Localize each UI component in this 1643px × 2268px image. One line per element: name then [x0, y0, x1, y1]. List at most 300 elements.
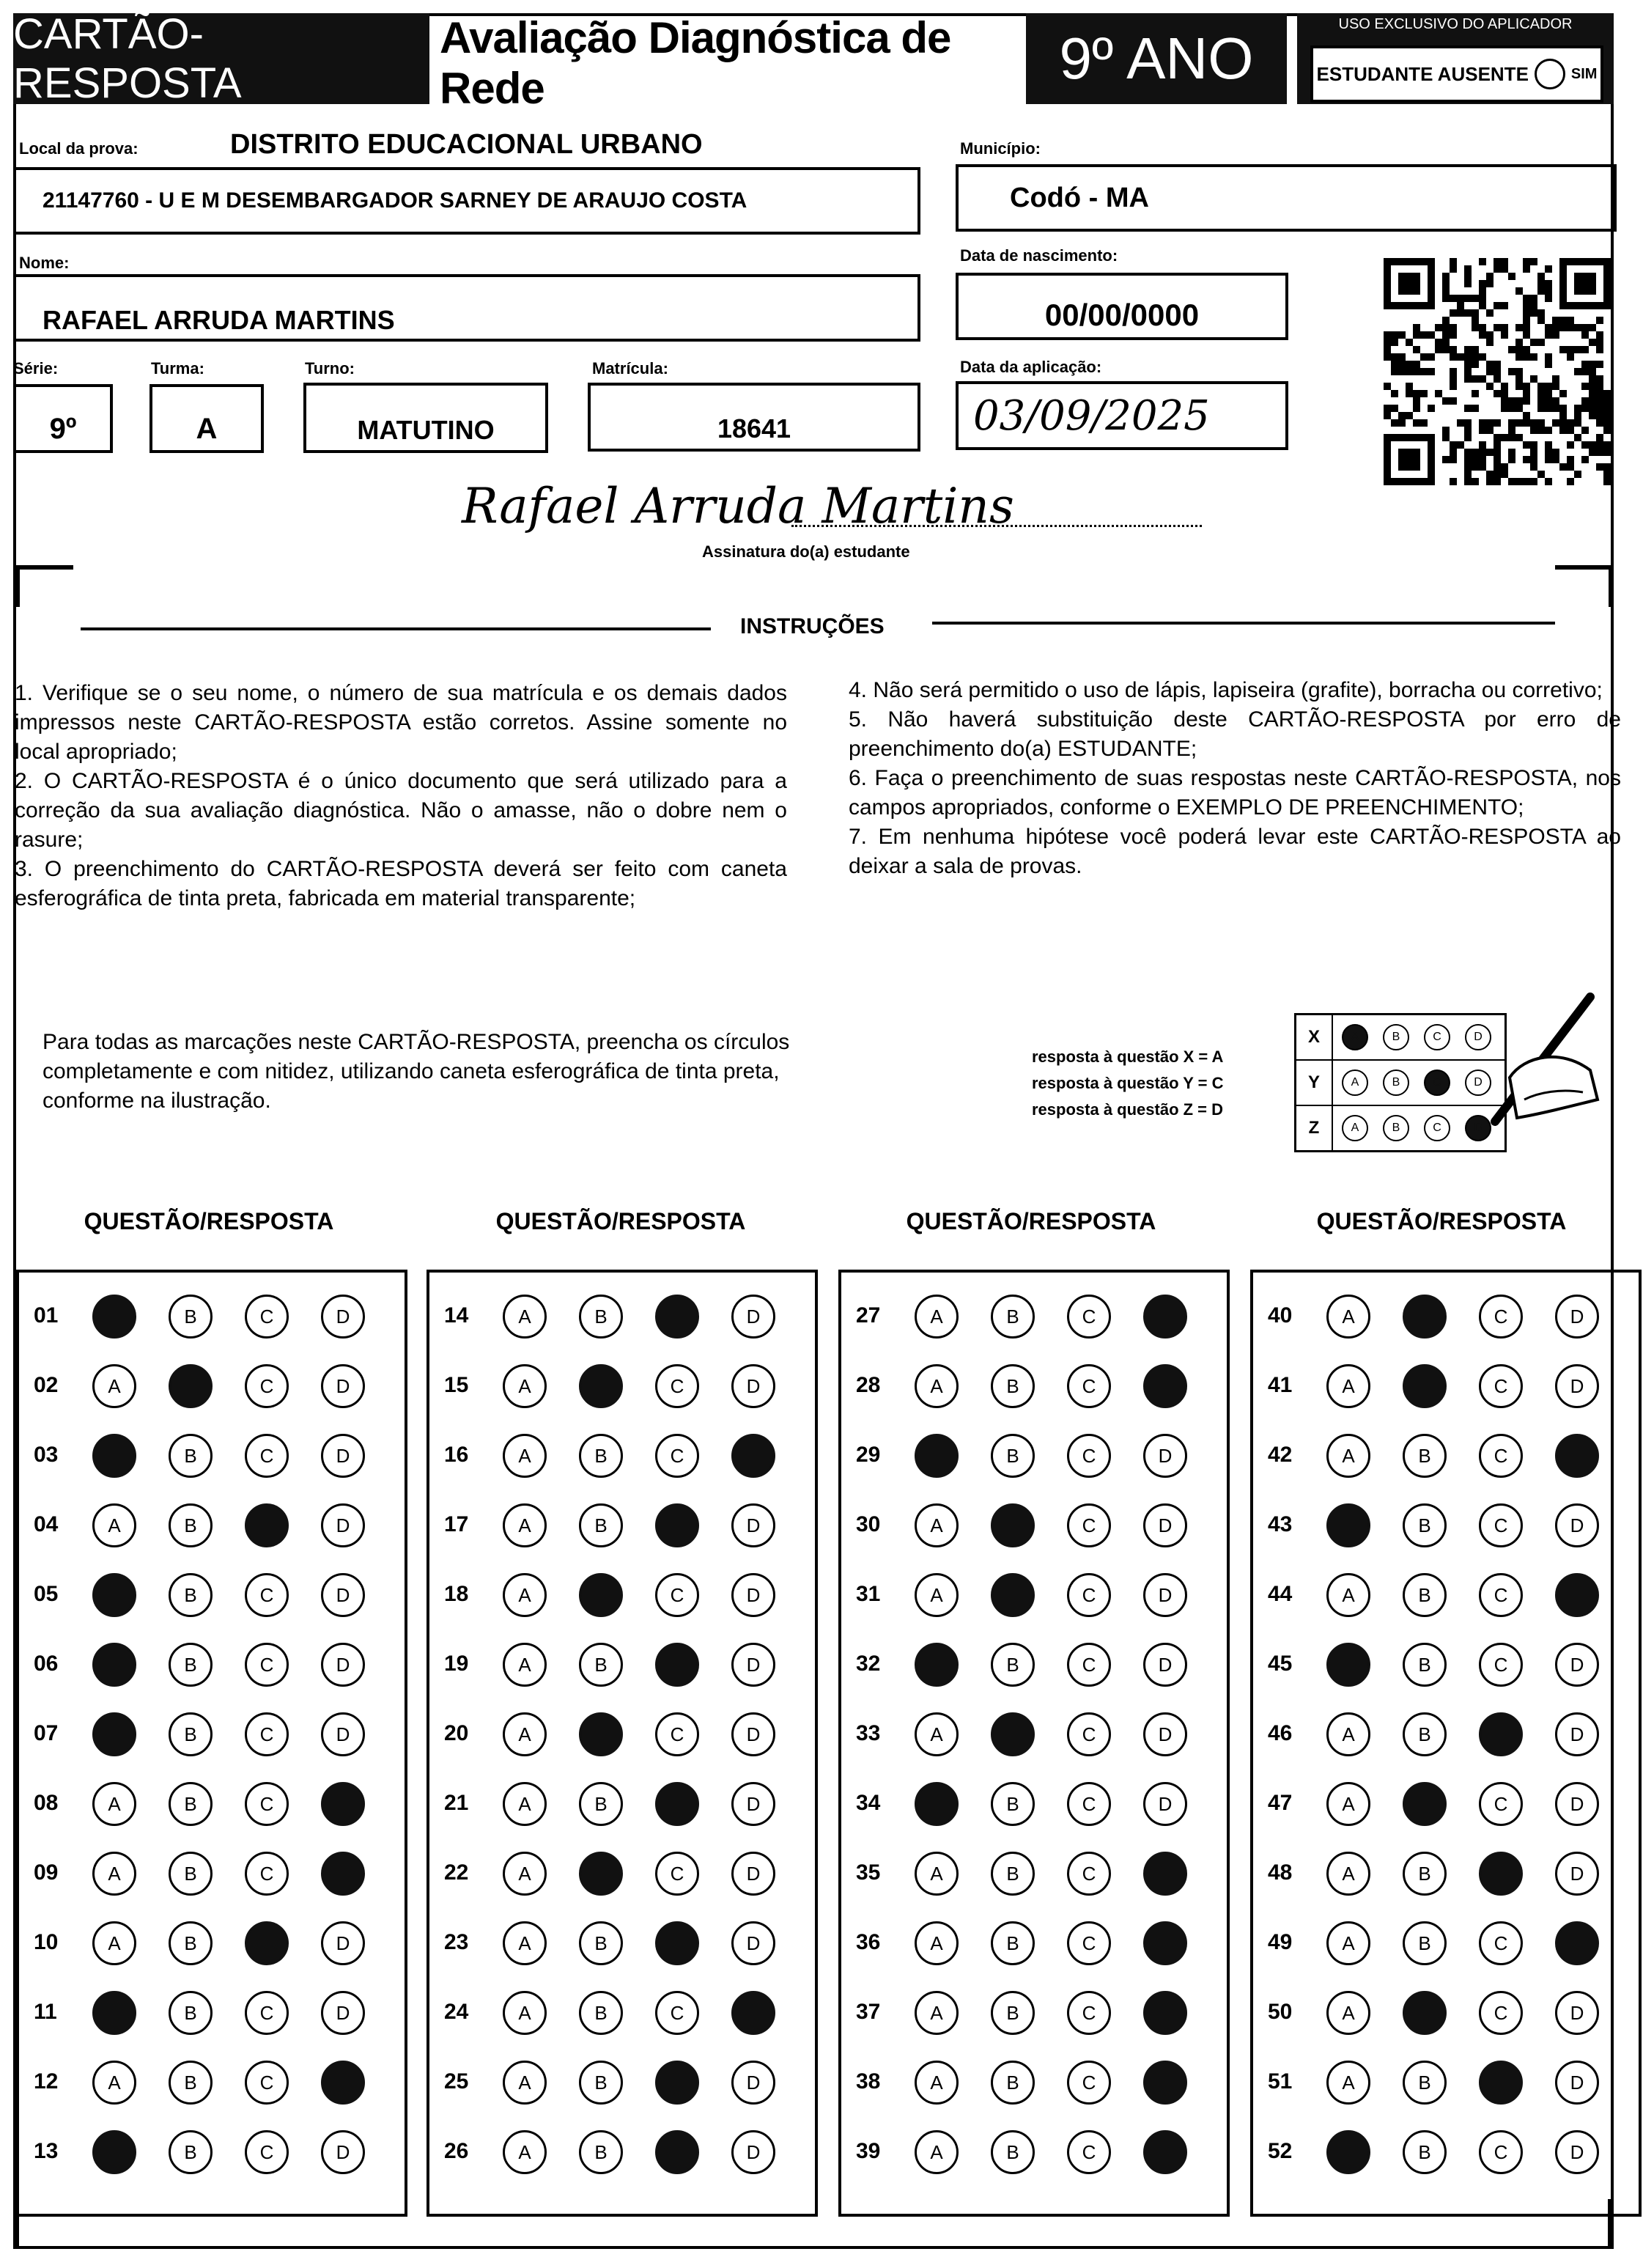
instruction-2: 2. O CARTÃO-RESPOSTA é o único documento que será utilizado para a correção da sua avaliação diagnóstica. Não o amasse, não o dobre nem o rasure; — [15, 769, 787, 852]
option-bubble-b[interactable] — [579, 2061, 623, 2105]
serie-value: 9º — [49, 413, 77, 445]
example-bubble-d: D — [1465, 1115, 1491, 1141]
option-bubble-a[interactable] — [92, 1712, 136, 1756]
option-bubble-b[interactable] — [991, 1712, 1035, 1756]
option-bubble-a[interactable] — [503, 1573, 547, 1617]
option-bubble-b[interactable] — [579, 1921, 623, 1965]
answer-row — [841, 1287, 1227, 1346]
option-label: C — [259, 2140, 274, 2163]
option-bubble-a[interactable] — [1326, 1364, 1370, 1408]
option-bubble-b[interactable] — [169, 1364, 213, 1408]
option-bubble-d[interactable] — [1143, 2130, 1187, 2174]
option-bubble-b[interactable] — [579, 1295, 623, 1339]
answer-row — [841, 1357, 1227, 1415]
option-bubble-a[interactable] — [503, 1991, 547, 2035]
bottom-mark-left — [13, 2199, 19, 2249]
option-bubble-b[interactable] — [169, 1643, 213, 1687]
option-label: C — [1082, 1932, 1096, 1954]
option-bubble-b[interactable] — [169, 2061, 213, 2105]
question-number: 48 — [1268, 1860, 1293, 1885]
option-label: B — [1418, 1862, 1431, 1885]
option-bubble-d[interactable] — [321, 2061, 365, 2105]
option-bubble-b[interactable] — [991, 1503, 1035, 1547]
option-label: D — [746, 1862, 761, 1885]
option-bubble-c[interactable] — [1479, 1921, 1523, 1965]
question-number: 40 — [1268, 1303, 1293, 1328]
option-bubble-d[interactable] — [321, 1643, 365, 1687]
answer-row — [429, 1566, 815, 1624]
option-bubble-d[interactable] — [1143, 1573, 1187, 1617]
option-bubble-a[interactable] — [915, 2130, 959, 2174]
instruction-7: 7. Em nenhuma hipótese você poderá levar este CARTÃO-RESPOSTA ao deixar a sala de provas. — [849, 825, 1621, 878]
option-bubble-c[interactable] — [1067, 1364, 1111, 1408]
option-bubble-c[interactable] — [245, 1503, 289, 1547]
option-bubble-c[interactable] — [655, 1852, 699, 1896]
option-bubble-a[interactable] — [1326, 1712, 1370, 1756]
option-bubble-b[interactable] — [991, 1852, 1035, 1896]
option-label: D — [1570, 1305, 1584, 1328]
option-bubble-b[interactable] — [579, 1991, 623, 2035]
question-number: 09 — [34, 1860, 59, 1885]
option-label: D — [746, 1374, 761, 1397]
option-bubble-c[interactable] — [245, 2130, 289, 2174]
option-bubble-d[interactable] — [321, 1434, 365, 1478]
option-bubble-c[interactable] — [1479, 1712, 1523, 1756]
answer-row — [429, 1287, 815, 1346]
nome-value: RAFAEL ARRUDA MARTINS — [43, 305, 395, 335]
nascimento-field — [956, 273, 1288, 340]
option-bubble-d[interactable] — [321, 1712, 365, 1756]
option-label: A — [518, 1723, 531, 1745]
option-bubble-c[interactable] — [655, 1782, 699, 1826]
option-bubble-c[interactable] — [245, 1573, 289, 1617]
option-bubble-c[interactable] — [655, 2061, 699, 2105]
option-bubble-d[interactable] — [731, 1573, 775, 1617]
absent-label: ESTUDANTE AUSENTE — [1316, 62, 1529, 85]
option-bubble-a[interactable] — [1326, 1573, 1370, 1617]
option-bubble-d[interactable] — [1555, 1573, 1599, 1617]
option-label: B — [594, 1514, 608, 1536]
option-bubble-a[interactable] — [915, 1295, 959, 1339]
option-bubble-a[interactable] — [915, 1434, 959, 1478]
option-label: C — [259, 2001, 274, 2024]
option-bubble-b[interactable] — [169, 1503, 213, 1547]
option-bubble-d[interactable] — [1143, 1643, 1187, 1687]
option-bubble-c[interactable] — [655, 1573, 699, 1617]
option-bubble-b[interactable] — [579, 1573, 623, 1617]
answer-row — [19, 2053, 405, 2112]
option-label: C — [1082, 2140, 1096, 2163]
option-bubble-b[interactable] — [579, 1503, 623, 1547]
option-label: B — [1006, 1444, 1019, 1467]
option-bubble-b[interactable] — [169, 1295, 213, 1339]
option-bubble-a[interactable] — [92, 1852, 136, 1896]
option-bubble-a[interactable] — [92, 1364, 136, 1408]
option-bubble-a[interactable] — [1326, 1503, 1370, 1547]
question-number: 28 — [856, 1373, 881, 1397]
matricula-field — [588, 383, 920, 452]
option-label: A — [930, 1305, 943, 1328]
option-bubble-c[interactable] — [1067, 1503, 1111, 1547]
option-bubble-d[interactable] — [321, 1364, 365, 1408]
option-bubble-c[interactable] — [245, 1364, 289, 1408]
option-bubble-c[interactable] — [1067, 1434, 1111, 1478]
hand-pen-icon — [1480, 990, 1605, 1129]
answers-header-1: QUESTÃO/RESPOSTA — [84, 1208, 334, 1234]
option-bubble-c[interactable] — [655, 1434, 699, 1478]
option-bubble-d[interactable] — [321, 1503, 365, 1547]
option-bubble-d[interactable] — [1555, 1434, 1599, 1478]
question-number: 10 — [34, 1930, 59, 1954]
option-bubble-c[interactable] — [245, 1712, 289, 1756]
option-bubble-c[interactable] — [1479, 1364, 1523, 1408]
option-bubble-a[interactable] — [503, 2061, 547, 2105]
option-bubble-a[interactable] — [1326, 2061, 1370, 2105]
option-bubble-d[interactable] — [731, 1643, 775, 1687]
example-bubble-c: C — [1424, 1069, 1450, 1096]
option-bubble-d[interactable] — [1143, 1852, 1187, 1896]
option-bubble-d[interactable] — [1555, 1712, 1599, 1756]
option-label: C — [1082, 1723, 1096, 1745]
option-bubble-a[interactable] — [92, 1503, 136, 1547]
option-bubble-d[interactable] — [731, 2130, 775, 2174]
option-bubble-d[interactable] — [731, 1295, 775, 1339]
option-label: C — [1082, 1653, 1096, 1676]
option-bubble-d[interactable] — [1143, 1991, 1187, 2035]
option-bubble-d[interactable] — [1143, 1782, 1187, 1826]
option-label: C — [259, 1723, 274, 1745]
option-bubble-d[interactable] — [1555, 1991, 1599, 2035]
option-bubble-c[interactable] — [245, 1434, 289, 1478]
option-bubble-a[interactable] — [503, 1364, 547, 1408]
option-label: C — [1494, 1932, 1508, 1954]
option-bubble-c[interactable] — [245, 1921, 289, 1965]
option-bubble-a[interactable] — [92, 1295, 136, 1339]
option-label: A — [1342, 2001, 1355, 2024]
option-label: A — [108, 1862, 121, 1885]
option-bubble-b[interactable] — [991, 1364, 1035, 1408]
option-bubble-a[interactable] — [915, 1573, 959, 1617]
option-bubble-c[interactable] — [245, 1643, 289, 1687]
option-bubble-c[interactable] — [245, 2061, 289, 2105]
option-bubble-b[interactable] — [579, 1643, 623, 1687]
option-bubble-a[interactable] — [503, 1921, 547, 1965]
exam-title: Avaliação Diagnóstica de Rede — [440, 13, 951, 113]
option-bubble-c[interactable] — [245, 1295, 289, 1339]
option-bubble-b[interactable] — [991, 2061, 1035, 2105]
instruction-1: 1. Verifique se o seu nome, o número de sua matrícula e os demais dados impressos neste CARTÃO-RESPOSTA estão corretos. Assine somente no local apropriado; — [15, 681, 787, 764]
nome-field — [13, 274, 920, 342]
answer-panel-3 — [838, 1270, 1230, 2217]
option-bubble-d[interactable] — [1555, 1295, 1599, 1339]
option-bubble-c[interactable] — [245, 1782, 289, 1826]
option-bubble-d[interactable] — [1143, 1364, 1187, 1408]
option-label: A — [1342, 1862, 1355, 1885]
option-label: D — [1570, 1653, 1584, 1676]
option-bubble-c[interactable] — [1067, 2061, 1111, 2105]
option-bubble-b[interactable] — [991, 1643, 1035, 1687]
option-bubble-a[interactable] — [1326, 1643, 1370, 1687]
option-bubble-c[interactable] — [1479, 1434, 1523, 1478]
option-bubble-d[interactable] — [1143, 1295, 1187, 1339]
option-label: B — [184, 2001, 197, 2024]
option-bubble-b[interactable] — [1403, 1643, 1447, 1687]
option-bubble-c[interactable] — [1479, 1852, 1523, 1896]
option-bubble-c[interactable] — [1479, 1643, 1523, 1687]
option-bubble-d[interactable] — [1143, 2061, 1187, 2105]
option-bubble-a[interactable] — [915, 2061, 959, 2105]
option-bubble-b[interactable] — [1403, 1852, 1447, 1896]
option-bubble-a[interactable] — [1326, 1295, 1370, 1339]
option-bubble-d[interactable] — [321, 1782, 365, 1826]
option-bubble-d[interactable] — [1555, 1503, 1599, 1547]
answer-row — [429, 1984, 815, 2042]
option-bubble-c[interactable] — [1479, 1991, 1523, 2035]
option-bubble-a[interactable] — [92, 1573, 136, 1617]
option-bubble-a[interactable] — [915, 1712, 959, 1756]
option-bubble-a[interactable] — [915, 1852, 959, 1896]
option-label: D — [1158, 1583, 1173, 1606]
question-number: 04 — [34, 1512, 59, 1536]
question-number: 36 — [856, 1930, 881, 1954]
option-bubble-b[interactable] — [169, 1782, 213, 1826]
option-label: A — [930, 1583, 943, 1606]
option-bubble-b[interactable] — [579, 1852, 623, 1896]
option-bubble-d[interactable] — [321, 2130, 365, 2174]
option-bubble-c[interactable] — [655, 1712, 699, 1756]
option-bubble-a[interactable] — [92, 2130, 136, 2174]
answer-row — [429, 1914, 815, 1973]
option-bubble-d[interactable] — [321, 1573, 365, 1617]
question-number: 17 — [444, 1512, 469, 1536]
option-bubble-c[interactable] — [655, 1364, 699, 1408]
option-bubble-a[interactable] — [92, 1921, 136, 1965]
turno-field — [303, 383, 548, 453]
example-bubble-a: A — [1342, 1115, 1368, 1141]
option-bubble-c[interactable] — [655, 1921, 699, 1965]
option-bubble-c[interactable] — [1067, 1991, 1111, 2035]
option-bubble-b[interactable] — [579, 1434, 623, 1478]
option-bubble-c[interactable] — [1479, 1573, 1523, 1617]
option-bubble-a[interactable] — [503, 1503, 547, 1547]
option-bubble-a[interactable] — [92, 2061, 136, 2105]
option-bubble-b[interactable] — [1403, 1921, 1447, 1965]
answer-row — [19, 1705, 405, 1764]
option-bubble-c[interactable] — [655, 1991, 699, 2035]
option-bubble-d[interactable] — [731, 1921, 775, 1965]
option-bubble-b[interactable] — [991, 2130, 1035, 2174]
example-bubble-d: D — [1465, 1069, 1491, 1096]
option-bubble-c[interactable] — [245, 1852, 289, 1896]
option-bubble-c[interactable] — [1479, 2061, 1523, 2105]
option-bubble-a[interactable] — [503, 2130, 547, 2174]
option-bubble-b[interactable] — [1403, 1782, 1447, 1826]
question-number: 44 — [1268, 1582, 1293, 1606]
option-bubble-a[interactable] — [503, 1295, 547, 1339]
option-bubble-a[interactable] — [915, 1921, 959, 1965]
option-bubble-a[interactable] — [1326, 1991, 1370, 2035]
option-bubble-b[interactable] — [991, 1991, 1035, 2035]
option-bubble-d[interactable] — [731, 1991, 775, 2035]
option-label: D — [1570, 1514, 1584, 1536]
fill-note: Para todas as marcações neste CARTÃO-RESPOSTA, preencha os círculos completamente e com nitidez, utilizando caneta esferográfica de tinta preta, conforme na ilustração. — [43, 1030, 790, 1113]
option-bubble-c[interactable] — [1067, 1782, 1111, 1826]
option-bubble-b[interactable] — [991, 1295, 1035, 1339]
option-label: A — [1342, 1374, 1355, 1397]
option-bubble-d[interactable] — [1555, 1364, 1599, 1408]
option-bubble-c[interactable] — [1479, 1295, 1523, 1339]
option-label: A — [108, 2071, 121, 2094]
option-bubble-b[interactable] — [1403, 1573, 1447, 1617]
option-bubble-a[interactable] — [92, 1991, 136, 2035]
option-bubble-b[interactable] — [169, 1991, 213, 2035]
option-bubble-a[interactable] — [915, 1364, 959, 1408]
option-bubble-d[interactable] — [731, 1712, 775, 1756]
absent-bubble[interactable] — [1535, 59, 1565, 89]
option-label: D — [336, 1514, 350, 1536]
option-bubble-a[interactable] — [503, 1434, 547, 1478]
question-number: 08 — [34, 1791, 59, 1815]
option-bubble-b[interactable] — [1403, 1434, 1447, 1478]
answer-row — [841, 1566, 1227, 1624]
option-bubble-a[interactable] — [1326, 1782, 1370, 1826]
answer-row — [429, 1496, 815, 1555]
option-bubble-c[interactable] — [1479, 1782, 1523, 1826]
option-bubble-b[interactable] — [169, 1434, 213, 1478]
option-bubble-d[interactable] — [731, 1503, 775, 1547]
option-bubble-b[interactable] — [1403, 1295, 1447, 1339]
corner-mark-left — [15, 563, 73, 607]
option-label: D — [336, 1444, 350, 1467]
option-bubble-c[interactable] — [1067, 1295, 1111, 1339]
option-bubble-a[interactable] — [503, 1712, 547, 1756]
option-label: B — [1418, 1932, 1431, 1954]
option-bubble-d[interactable] — [731, 1782, 775, 1826]
option-bubble-b[interactable] — [1403, 2130, 1447, 2174]
option-bubble-b[interactable] — [1403, 1991, 1447, 2035]
option-bubble-c[interactable] — [1067, 1712, 1111, 1756]
option-label: D — [336, 1583, 350, 1606]
option-bubble-a[interactable] — [1326, 1434, 1370, 1478]
option-label: C — [1494, 1583, 1508, 1606]
option-bubble-b[interactable] — [991, 1782, 1035, 1826]
answer-panel-4 — [1250, 1270, 1642, 2217]
option-bubble-d[interactable] — [1555, 1921, 1599, 1965]
option-label: A — [1342, 1792, 1355, 1815]
option-bubble-c[interactable] — [1067, 1573, 1111, 1617]
option-label: D — [336, 2001, 350, 2024]
option-bubble-d[interactable] — [1555, 2130, 1599, 2174]
option-bubble-d[interactable] — [1143, 1921, 1187, 1965]
option-label: D — [336, 2140, 350, 2163]
option-bubble-d[interactable] — [1555, 1782, 1599, 1826]
option-bubble-b[interactable] — [991, 1434, 1035, 1478]
option-bubble-a[interactable] — [915, 1782, 959, 1826]
option-bubble-a[interactable] — [503, 1782, 547, 1826]
option-bubble-a[interactable] — [1326, 1852, 1370, 1896]
option-bubble-d[interactable] — [321, 1852, 365, 1896]
option-bubble-d[interactable] — [1555, 1643, 1599, 1687]
option-label: A — [930, 1374, 943, 1397]
option-bubble-c[interactable] — [655, 1503, 699, 1547]
option-label: D — [746, 1305, 761, 1328]
option-bubble-a[interactable] — [92, 1643, 136, 1687]
option-bubble-a[interactable] — [915, 1503, 959, 1547]
option-bubble-c[interactable] — [655, 2130, 699, 2174]
option-bubble-a[interactable] — [92, 1434, 136, 1478]
option-bubble-a[interactable] — [1326, 1921, 1370, 1965]
option-bubble-b[interactable] — [991, 1921, 1035, 1965]
option-bubble-a[interactable] — [915, 1991, 959, 2035]
option-bubble-a[interactable] — [92, 1782, 136, 1826]
option-bubble-d[interactable] — [1143, 1434, 1187, 1478]
option-label: B — [1006, 1792, 1019, 1815]
option-bubble-b[interactable] — [579, 1712, 623, 1756]
matricula-value: 18641 — [717, 413, 791, 443]
option-bubble-b[interactable] — [579, 1782, 623, 1826]
option-bubble-a[interactable] — [503, 1643, 547, 1687]
option-bubble-d[interactable] — [1555, 1852, 1599, 1896]
answer-row — [841, 1984, 1227, 2042]
option-bubble-d[interactable] — [321, 1295, 365, 1339]
school-value: 21147760 - U E M DESEMBARGADOR SARNEY DE ARAUJO COSTA — [43, 188, 747, 213]
option-label: C — [259, 1653, 274, 1676]
option-bubble-c[interactable] — [245, 1991, 289, 2035]
option-bubble-b[interactable] — [169, 1712, 213, 1756]
option-bubble-d[interactable] — [731, 1434, 775, 1478]
option-bubble-c[interactable] — [1067, 2130, 1111, 2174]
answer-row — [1253, 1566, 1639, 1624]
option-bubble-c[interactable] — [655, 1643, 699, 1687]
option-bubble-b[interactable] — [1403, 1712, 1447, 1756]
option-bubble-b[interactable] — [169, 1921, 213, 1965]
option-bubble-d[interactable] — [731, 1852, 775, 1896]
option-bubble-c[interactable] — [1067, 1852, 1111, 1896]
option-bubble-b[interactable] — [169, 1852, 213, 1896]
option-bubble-c[interactable] — [655, 1295, 699, 1339]
option-bubble-b[interactable] — [1403, 1503, 1447, 1547]
question-number: 34 — [856, 1791, 881, 1815]
option-bubble-c[interactable] — [1067, 1643, 1111, 1687]
option-bubble-c[interactable] — [1479, 1503, 1523, 1547]
option-bubble-a[interactable] — [1326, 2130, 1370, 2174]
option-bubble-b[interactable] — [169, 1573, 213, 1617]
option-bubble-a[interactable] — [503, 1852, 547, 1896]
option-bubble-a[interactable] — [915, 1643, 959, 1687]
option-bubble-d[interactable] — [731, 1364, 775, 1408]
option-bubble-b[interactable] — [169, 2130, 213, 2174]
option-bubble-d[interactable] — [321, 1921, 365, 1965]
option-bubble-b[interactable] — [991, 1573, 1035, 1617]
option-bubble-b[interactable] — [579, 2130, 623, 2174]
question-number: 43 — [1268, 1512, 1293, 1536]
option-label: B — [594, 2140, 608, 2163]
option-bubble-d[interactable] — [731, 2061, 775, 2105]
option-bubble-d[interactable] — [1143, 1503, 1187, 1547]
option-bubble-b[interactable] — [1403, 2061, 1447, 2105]
option-bubble-b[interactable] — [579, 1364, 623, 1408]
question-number: 31 — [856, 1582, 881, 1606]
option-bubble-c[interactable] — [1067, 1921, 1111, 1965]
option-bubble-d[interactable] — [1555, 2061, 1599, 2105]
option-bubble-b[interactable] — [1403, 1364, 1447, 1408]
option-bubble-d[interactable] — [321, 1991, 365, 2035]
answer-row — [19, 1426, 405, 1485]
option-bubble-d[interactable] — [1143, 1712, 1187, 1756]
question-number: 29 — [856, 1443, 881, 1467]
option-label: C — [259, 1862, 274, 1885]
option-bubble-c[interactable] — [1479, 2130, 1523, 2174]
